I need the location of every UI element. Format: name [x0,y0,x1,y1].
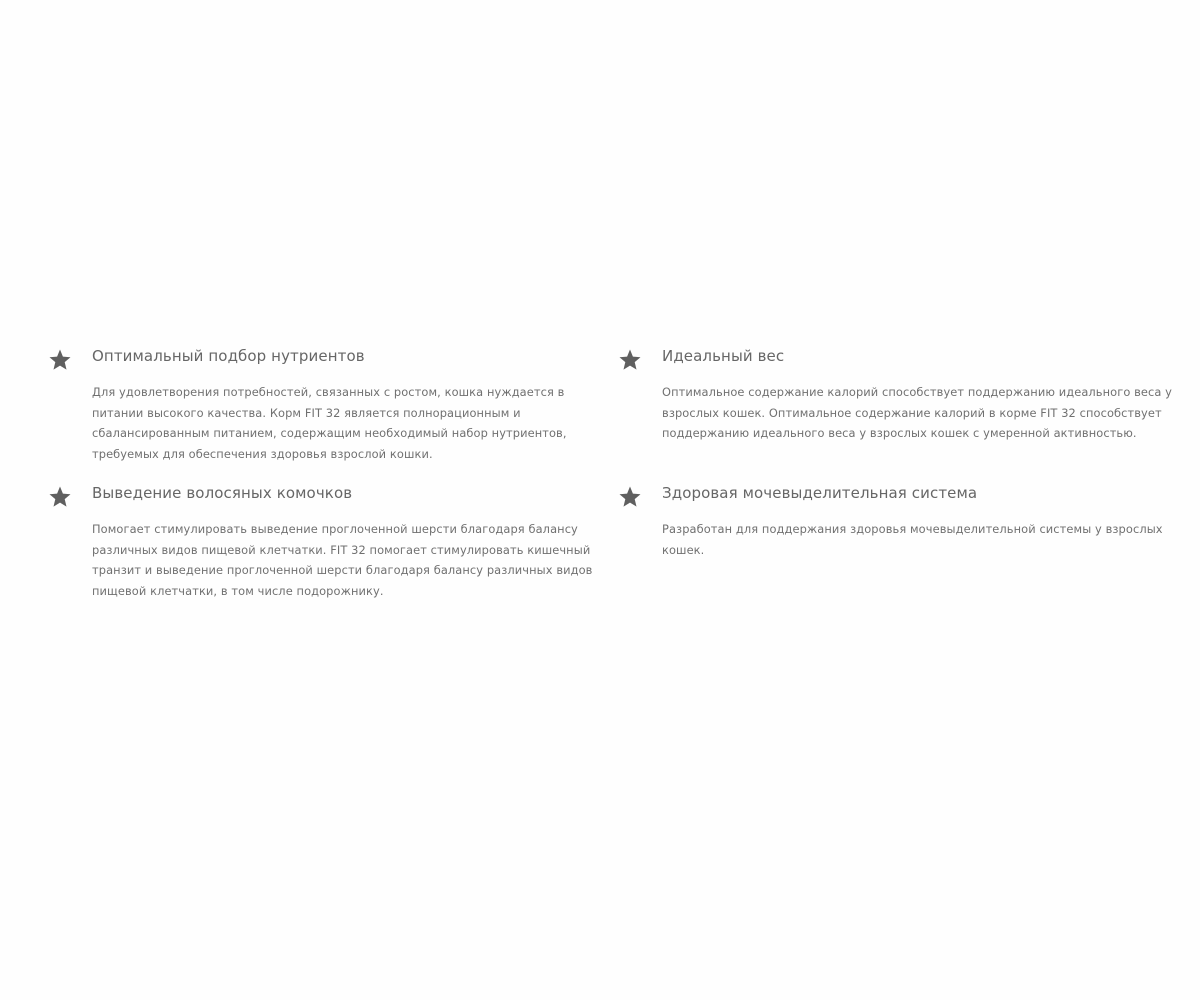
benefit-description: Разработан для поддержания здоровья мочевыделительной системы у взрослых кошек. [662,522,1163,557]
benefit-title: Оптимальный подбор нутриентов [92,347,365,365]
benefit-title: Выведение волосяных комочков [92,484,353,502]
star-icon [48,348,72,372]
star-icon [618,485,642,509]
benefit-content [662,483,1200,560]
benefit-title: Идеальный вес [662,347,785,365]
star-icon [618,348,642,372]
benefit-content [92,346,612,465]
benefit-content [92,483,612,602]
benefit-content [662,346,1200,444]
benefit-description: Помогает стимулировать выведение проглоченной шерсти благодаря балансу различных видов пищевой клетчатки. FIT 32 помогает стимулировать кишечный транзит и выведение проглоченной шерсти благодаря балансу различных видов пищевой клетчатки, в том числе подорожнику. [92,522,593,599]
benefit-description: Оптимальное содержание калорий способствует поддержанию идеального веса у взрослых кошек. Оптимальное содержание калорий в корме FIT 32 способствует поддержанию идеального веса у взрослых кошек с умеренной активностью. [662,385,1173,441]
star-icon [48,485,72,509]
benefit-title: Здоровая мочевыделительная система [662,484,978,502]
benefit-description: Для удовлетворения потребностей, связанных с ростом, кошка нуждается в питании высокого качества. Корм FIT 32 является полнорационным и сбалансированным питанием, содержащим необходимый набор нутриентов, требуемых для обеспечения здоровья взрослой кошки. [92,385,567,462]
